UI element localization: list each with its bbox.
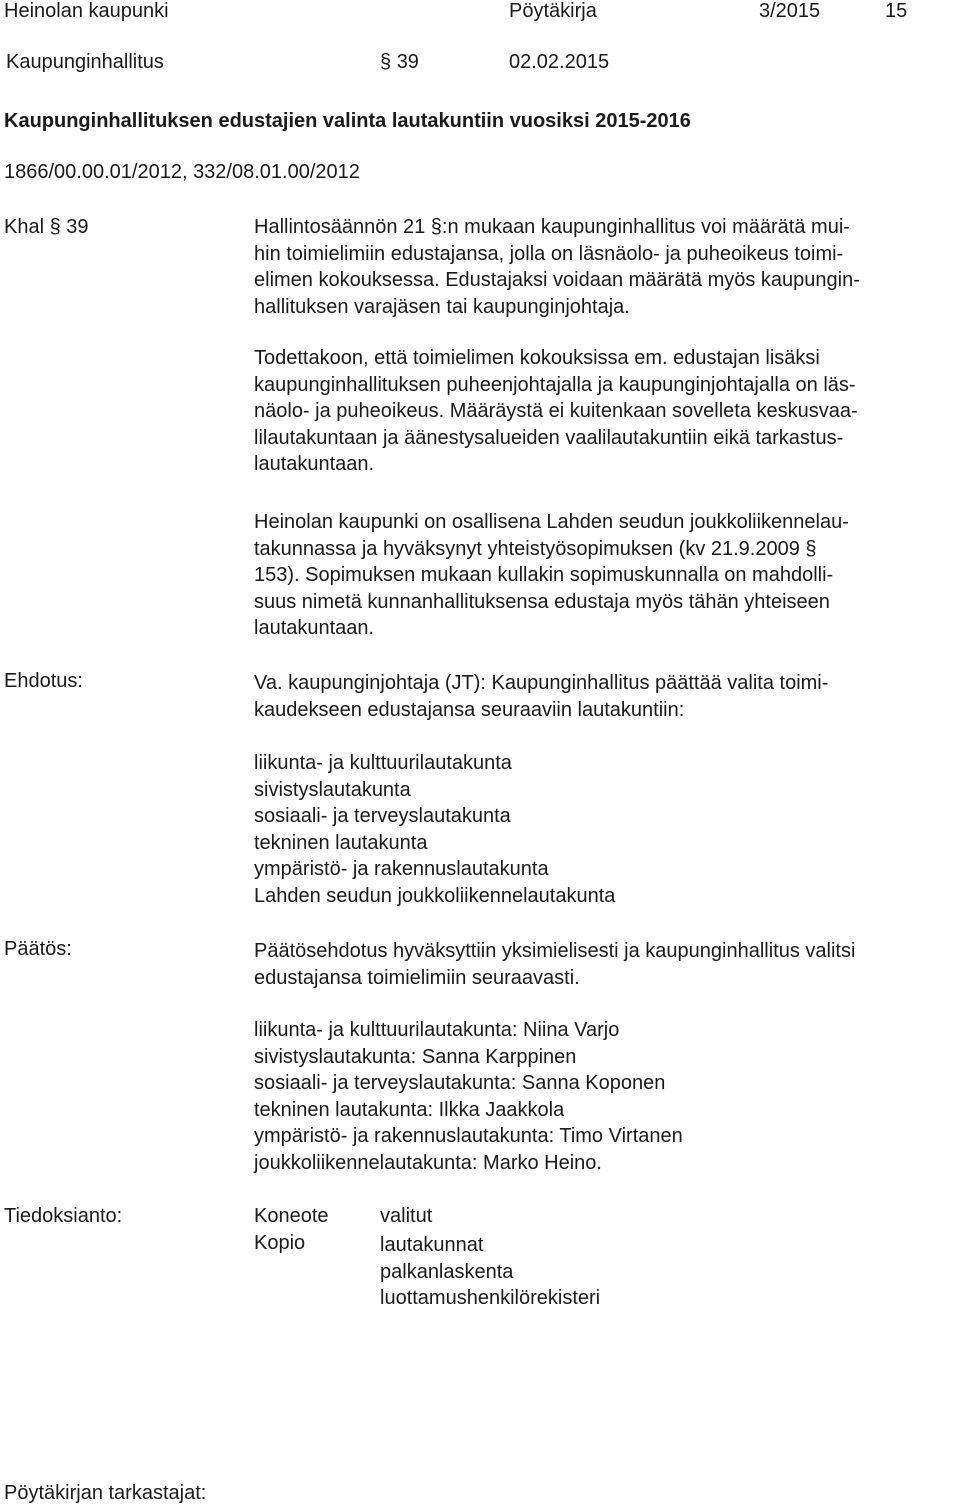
list-item: luottamushenkilörekisteri xyxy=(380,1287,601,1309)
list-item: Lahden seudun joukkoliikennelautakunta xyxy=(254,884,616,907)
ref-numbers: 1866/00.00.01/2012, 332/08.01.00/2012 xyxy=(4,161,360,183)
tiedoksianto-label: Tiedoksianto: xyxy=(4,1205,123,1227)
paragraph-line: Va. kaupunginjohtaja (JT): Kaupunginhallitus päättää valita toimi- xyxy=(254,672,829,694)
section-number: 39 xyxy=(396,51,419,73)
list-item: joukkoliikennelautakunta: Marko Heino. xyxy=(254,1151,602,1174)
paragraph-line: näolo- ja puheoikeus. Määräystä ei kuitenkaan sovelleta keskusvaa- xyxy=(254,400,858,422)
paragraph-line: edustajansa toimielimiin seuraavasti. xyxy=(254,966,580,989)
paragraph-line: elimen kokouksessa. Edustajaksi voidaan määrätä myös kaupungin- xyxy=(254,269,860,291)
paragraph-line: suus nimetä kunnanhallituksensa edustaja myös tähän yhteiseen xyxy=(254,590,830,613)
kopio-label: Kopio xyxy=(254,1232,306,1254)
paatos-label: Päätös: xyxy=(4,938,72,960)
list-item: tekninen lautakunta: Ilkka Jaakkola xyxy=(254,1098,565,1121)
ehdotus-text xyxy=(254,670,954,723)
paragraph-1 xyxy=(254,214,954,320)
paragraph-line: hin toimielimiin edustajansa, jolla on läsnäolo- ja puheoikeus toimi- xyxy=(254,242,844,265)
list-item: ympäristö- ja rakennuslautakunta xyxy=(254,858,549,880)
paragraph-line: lautakuntaan. xyxy=(254,617,375,639)
paragraph-line: Hallintosäännön 21 §:n mukaan kaupunginhallitus voi määrätä mui- xyxy=(254,216,850,238)
list-item: sosiaali- ja terveyslautakunta xyxy=(254,805,511,827)
org-name: Heinolan kaupunki xyxy=(4,0,169,22)
ehdotus-list xyxy=(254,750,615,909)
paragraph-line: takunnassa ja hyväksynyt yhteistyösopimuksen (kv 21.9.2009 § xyxy=(254,537,817,560)
paatos-list xyxy=(254,1017,683,1176)
paragraph-line: kaupunginhallituksen puheenjohtajalla ja kaupunginjohtajalla on läs- xyxy=(254,373,856,396)
footer-label: Pöytäkirjan tarkastajat: xyxy=(4,1482,207,1504)
body-name: Kaupunginhallitus xyxy=(6,51,164,73)
page-title: Kaupunginhallituksen edustajien valinta lautakuntiin vuosiksi 2015-2016 xyxy=(4,110,691,132)
paatos-text xyxy=(254,938,954,991)
doc-number: 3/2015 xyxy=(759,0,821,22)
meeting-date: 02.02.2015 xyxy=(509,51,610,73)
paragraph-line: hallituksen varajäsen tai kaupunginjohtaja. xyxy=(254,295,630,318)
list-item: sosiaali- ja terveyslautakunta: Sanna Koponen xyxy=(254,1072,666,1094)
paragraph-2 xyxy=(254,345,954,478)
paragraph-line: Heinolan kaupunki on osallisena Lahden seudun joukkoliikennelau- xyxy=(254,511,849,533)
koneote-label: Koneote xyxy=(254,1205,329,1227)
list-item: liikunta- ja kulttuurilautakunta: Niina Varjo xyxy=(254,1019,620,1041)
paragraph-line: Päätösehdotus hyväksyttiin yksimielisesti ja kaupunginhallitus valitsi xyxy=(254,940,856,962)
section-sign: § xyxy=(380,51,392,73)
list-item: liikunta- ja kulttuurilautakunta xyxy=(254,752,512,774)
list-item: ympäristö- ja rakennuslautakunta: Timo Virtanen xyxy=(254,1125,683,1147)
paragraph-line: lautakuntaan. xyxy=(254,453,375,475)
paragraph-line: Todettakoon, että toimielimen kokouksissa em. edustajan lisäksi xyxy=(254,347,820,369)
paragraph-line: kaudekseen edustajansa seuraaviin lautakuntiin: xyxy=(254,698,685,721)
section-mark xyxy=(380,51,419,74)
kopio-list xyxy=(380,1232,600,1312)
page-number: 15 xyxy=(885,0,908,22)
list-item: tekninen lautakunta xyxy=(254,831,428,854)
khal-label: Khal § 39 xyxy=(4,216,89,238)
list-item: sivistyslautakunta xyxy=(254,778,411,801)
koneote-value: valitut xyxy=(380,1205,433,1227)
list-item: lautakunnat xyxy=(380,1234,484,1256)
paragraph-line: lilautakuntaan ja äänestysalueiden vaalilautakuntiin eikä tarkastus- xyxy=(254,426,844,449)
ehdotus-label: Ehdotus: xyxy=(4,670,83,692)
paragraph-3 xyxy=(254,509,954,642)
doc-type: Pöytäkirja xyxy=(509,0,597,22)
list-item: palkanlaskenta xyxy=(380,1260,514,1283)
paragraph-line: 153). Sopimuksen mukaan kullakin sopimuskunnalla on mahdolli- xyxy=(254,564,834,586)
list-item: sivistyslautakunta: Sanna Karppinen xyxy=(254,1045,577,1068)
